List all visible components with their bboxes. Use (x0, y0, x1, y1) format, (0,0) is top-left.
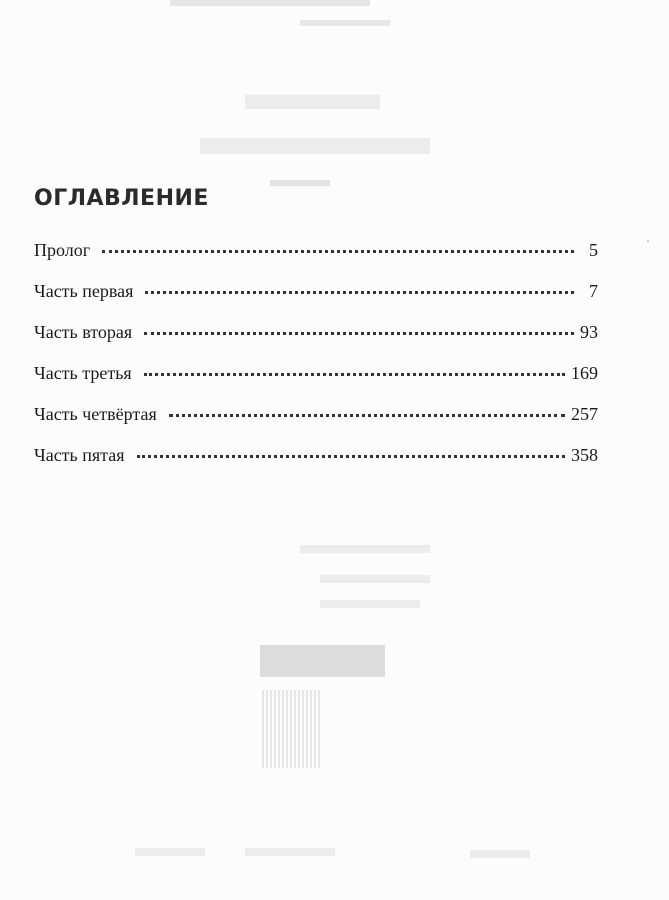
bleed-through-barcode (262, 690, 322, 768)
bleed-through-line (135, 848, 205, 856)
toc-entry-page: 5 (589, 240, 598, 260)
bleed-through-line (170, 0, 370, 6)
toc-entry-title: Часть пятая (34, 445, 125, 465)
dot-leader (144, 373, 565, 376)
bleed-through-line (470, 850, 530, 858)
toc-entry (34, 445, 598, 486)
toc-entry-title: Часть третья (34, 363, 132, 383)
toc-entry (34, 281, 598, 322)
toc-entry (34, 404, 598, 445)
dot-leader (145, 291, 574, 294)
toc-entry (34, 240, 598, 281)
bleed-through-line (320, 600, 420, 608)
dot-leader (144, 332, 574, 335)
toc-entry-title: Часть вторая (34, 322, 133, 342)
paper-speck (647, 240, 649, 242)
bleed-through-line (245, 848, 335, 856)
toc-heading: ОГЛАВЛЕНИЕ (34, 186, 209, 211)
toc-entry-page: 358 (571, 445, 598, 465)
toc-entry-page: 7 (589, 281, 598, 301)
toc-entry (34, 363, 598, 404)
toc-entry-title: Пролог (34, 240, 91, 260)
bleed-through-logo (260, 645, 385, 677)
toc-entry-title: Часть четвёртая (34, 404, 157, 424)
dot-leader (102, 250, 574, 253)
bleed-through-line (200, 138, 430, 154)
bleed-through-line (300, 20, 390, 26)
bleed-through-line (270, 180, 330, 186)
dot-leader (137, 455, 565, 458)
bleed-through-line (300, 545, 430, 553)
bleed-through-line (245, 95, 380, 109)
toc-entry (34, 322, 598, 363)
toc-entry-page: 257 (571, 404, 598, 424)
dot-leader (169, 414, 565, 417)
toc-entry-page: 169 (571, 363, 598, 383)
toc-entry-page: 93 (580, 322, 598, 342)
table-of-contents (34, 240, 598, 486)
bleed-through-line (320, 575, 430, 583)
toc-entry-title: Часть первая (34, 281, 134, 301)
